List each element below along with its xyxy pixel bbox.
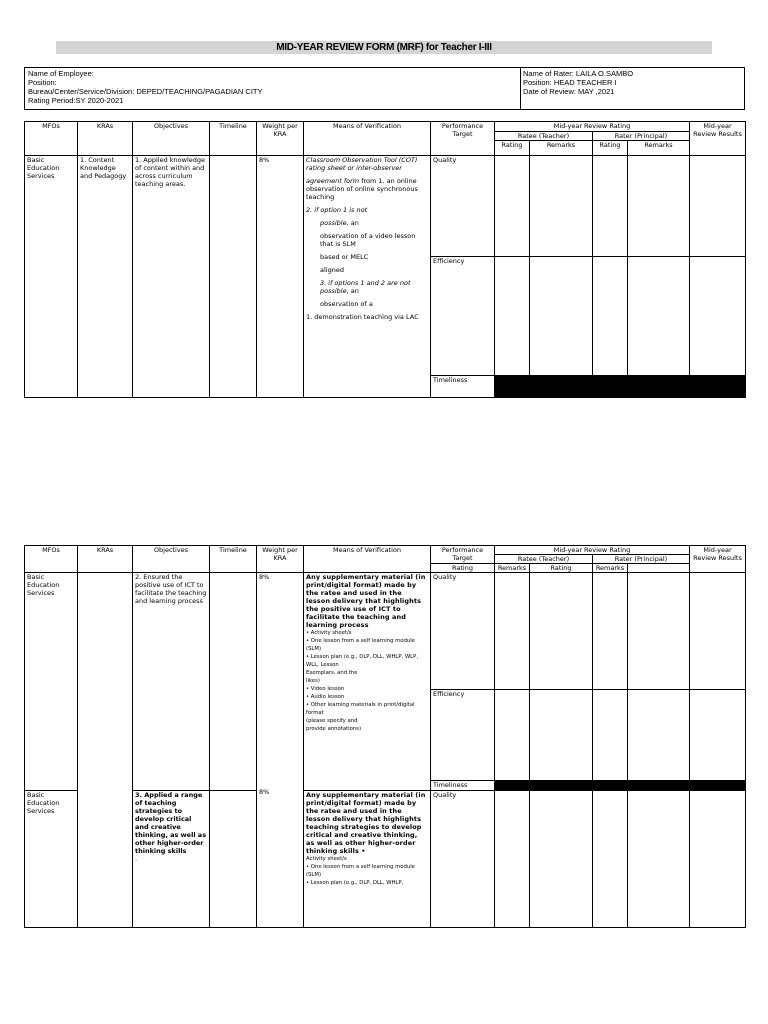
mov-text: Any supplementary material (in print/digital format) made by the ratee and used in the lesson delivery that highlights teaching strategies to develop critical and creative thinking, as well as other higher-order thinking skills • <box>306 791 426 855</box>
kra-cell: 1. Content Knowledge and Pedagogy <box>78 156 133 398</box>
mov-item: Exemplars, and the <box>306 670 358 676</box>
remarks-cell[interactable] <box>628 257 690 376</box>
mov-item: • One lesson from a self learning module (SLM) <box>306 864 415 878</box>
remarks-cell[interactable] <box>530 156 593 257</box>
employee-info-box <box>24 67 745 110</box>
header-objectives: Objectives <box>133 122 210 156</box>
mov-item: • Activity sheet/s <box>306 630 352 636</box>
target-quality: Quality <box>431 156 495 257</box>
header-ratee-remarks: Remarks <box>530 141 593 156</box>
mov-text: 3. if options 1 and 2 are not possible, an <box>320 279 411 295</box>
mov-text: based or MELC <box>320 253 369 261</box>
mov-item: • Lesson plan (e.g., DLP, DLL, WHLP, <box>306 880 404 886</box>
remarks-cell[interactable] <box>628 156 690 257</box>
mov-item: likes) <box>306 678 320 684</box>
results-cell[interactable] <box>690 573 746 690</box>
rating-cell[interactable] <box>593 257 628 376</box>
header-performance-target: Performance Target <box>431 546 495 564</box>
name-of-employee: Name of Employee: <box>28 69 94 78</box>
mov-item: provide annotations) <box>306 726 362 732</box>
target-quality: Quality <box>431 573 495 690</box>
remarks-cell[interactable] <box>628 791 690 928</box>
mov-item: • One lesson from a self learning module (SLM) <box>306 638 415 652</box>
employee-info-left <box>28 69 263 105</box>
header-ratee: Ratee (Teacher) <box>495 132 593 141</box>
date-of-review: Date of Review: MAY ,2021 <box>523 87 615 96</box>
header-mov: Means of Verification <box>304 122 431 156</box>
rating-cell[interactable] <box>593 690 628 781</box>
header-timeline: Timeline <box>210 546 257 573</box>
target-quality: Quality <box>431 791 495 928</box>
mov-text: possible, an <box>320 219 359 227</box>
employee-position: Position: <box>28 78 57 87</box>
objective-end: . <box>135 855 138 863</box>
mov-text: Any supplementary material (in print/digital format) made by the ratee and used in the lesson delivery that highlights the positive use of ICT to facilitate the teaching and learning process <box>306 573 426 629</box>
header-rater-remarks: Remarks <box>593 564 628 573</box>
header-rater-rating: Rating <box>530 564 593 573</box>
header-rater: Rater (Principal) <box>593 132 690 141</box>
header-rater: Rater (Principal) <box>593 555 690 564</box>
mov-text: 2. if option 1 is not <box>306 206 368 214</box>
weight-cell: 8% <box>257 156 304 398</box>
rating-cell[interactable] <box>495 573 530 690</box>
mov-cell <box>304 573 431 791</box>
review-table-1 <box>24 121 746 398</box>
results-cell[interactable] <box>690 156 746 257</box>
header-results: Mid-year Review Results <box>690 546 746 573</box>
target-timeliness: Timeliness <box>431 376 495 398</box>
objective-text: 3. Applied a range of teaching strategies to develop critical and creative thinking, as well as other higher-order thinking skills <box>135 791 207 855</box>
remarks-cell[interactable] <box>530 573 593 690</box>
results-cell[interactable] <box>690 690 746 781</box>
mov-text: agreement form from 1. an online observation of online synchronous teaching <box>306 177 418 201</box>
kra-cell <box>78 573 133 928</box>
header-timeline: Timeline <box>210 122 257 156</box>
header-mfos: MFOs <box>25 122 78 156</box>
rating-cell[interactable] <box>495 257 530 376</box>
header-rater-rating: Rating <box>593 141 628 156</box>
mov-item: • Video lesson <box>306 686 345 692</box>
mfo-cell: Basic Education Services <box>25 156 78 398</box>
mov-text: observation of a video lesson that is SLM <box>320 232 416 248</box>
mov-item: • Other learning materials in print/digital format <box>306 702 415 716</box>
objective-cell <box>133 791 210 928</box>
weight-value: 8% <box>259 788 270 796</box>
header-objectives: Objectives <box>133 546 210 573</box>
weight-cell <box>257 573 304 928</box>
mov-cell <box>304 791 431 928</box>
remarks-cell[interactable] <box>628 573 690 690</box>
mfo-cell: Basic Education Services <box>25 791 78 928</box>
header-mid-year-rating: Mid-year Review Rating <box>495 546 690 555</box>
mov-item: Activity sheet/s <box>306 856 347 862</box>
target-efficiency: Efficiency <box>431 690 495 781</box>
header-ratee-remarks: Remarks <box>495 564 530 573</box>
header-rater-remarks: Remarks <box>628 141 690 156</box>
mov-item: • Audio lesson <box>306 694 345 700</box>
rater-position: Position: HEAD TEACHER I <box>523 78 617 87</box>
blocked-cell <box>495 376 746 398</box>
rating-cell[interactable] <box>495 791 530 928</box>
header-weight: Weight per KRA <box>257 122 304 156</box>
rating-cell[interactable] <box>593 573 628 690</box>
timeline-cell[interactable] <box>210 156 257 398</box>
bureau: Bureau/Center/Service/Division: DEPED/TEACHING/PAGADIAN CITY <box>28 87 263 96</box>
timeline-cell[interactable] <box>210 573 257 791</box>
mov-text: 1. demonstration teaching via LAC <box>306 313 419 321</box>
rating-cell[interactable] <box>495 156 530 257</box>
header-results: Mid-year Review Results <box>690 122 746 156</box>
mov-item: WLL, Lesson <box>306 662 339 668</box>
target-timeliness: Timeliness <box>431 781 495 791</box>
mov-cell <box>304 156 431 398</box>
blocked-cell <box>495 781 746 791</box>
header-ratee-rating: Rating <box>495 141 530 156</box>
timeline-cell[interactable] <box>210 791 257 928</box>
rating-cell[interactable] <box>593 791 628 928</box>
mov-text: aligned <box>320 266 344 274</box>
rating-cell[interactable] <box>593 156 628 257</box>
results-cell[interactable] <box>690 257 746 376</box>
mov-item: • Lesson plan (e.g., DLP, DLL, WHLP, WLP, <box>306 654 419 660</box>
rating-cell[interactable] <box>495 690 530 781</box>
objective-cell: 1. Applied knowledge of content within and across curriculum teaching areas. <box>133 156 210 398</box>
header-performance-target: Performance Target <box>431 122 495 156</box>
remarks-cell[interactable] <box>530 690 593 781</box>
header-ratee-rating: Rating <box>431 564 495 573</box>
header-kras: KRAs <box>78 122 133 156</box>
weight-value: 8% <box>259 573 270 581</box>
employee-info-right <box>523 69 633 96</box>
target-efficiency: Efficiency <box>431 257 495 376</box>
name-of-rater: Name of Rater: LAILA O.SAMBO <box>523 69 634 78</box>
header-mov: Means of Verification <box>304 546 431 573</box>
results-cell[interactable] <box>690 791 746 928</box>
header-mfos: MFOs <box>25 546 78 573</box>
review-table-2 <box>24 545 746 928</box>
mov-text: observation of a <box>320 300 373 308</box>
info-divider <box>520 68 521 109</box>
header-weight: Weight per KRA <box>257 546 304 573</box>
mfo-cell: Basic Education Services <box>25 573 78 791</box>
rating-period: Rating Period:SY 2020-2021 <box>28 96 124 105</box>
header-kras: KRAs <box>78 546 133 573</box>
header-mid-year-rating: Mid-year Review Rating <box>495 122 690 132</box>
remarks-cell[interactable] <box>628 690 690 781</box>
header-ratee: Ratee (Teacher) <box>495 555 593 564</box>
objective-cell: 2. Ensured the positive use of ICT to facilitate the teaching and learning process <box>133 573 210 791</box>
remarks-cell[interactable] <box>530 257 593 376</box>
mov-item: (please specify and <box>306 718 358 724</box>
form-title: MID-YEAR REVIEW FORM (MRF) for Teacher I-III <box>56 41 712 54</box>
mov-text: Classroom Observation Tool (COT) rating sheet or inter-observer <box>306 156 418 172</box>
remarks-cell[interactable] <box>530 791 593 928</box>
